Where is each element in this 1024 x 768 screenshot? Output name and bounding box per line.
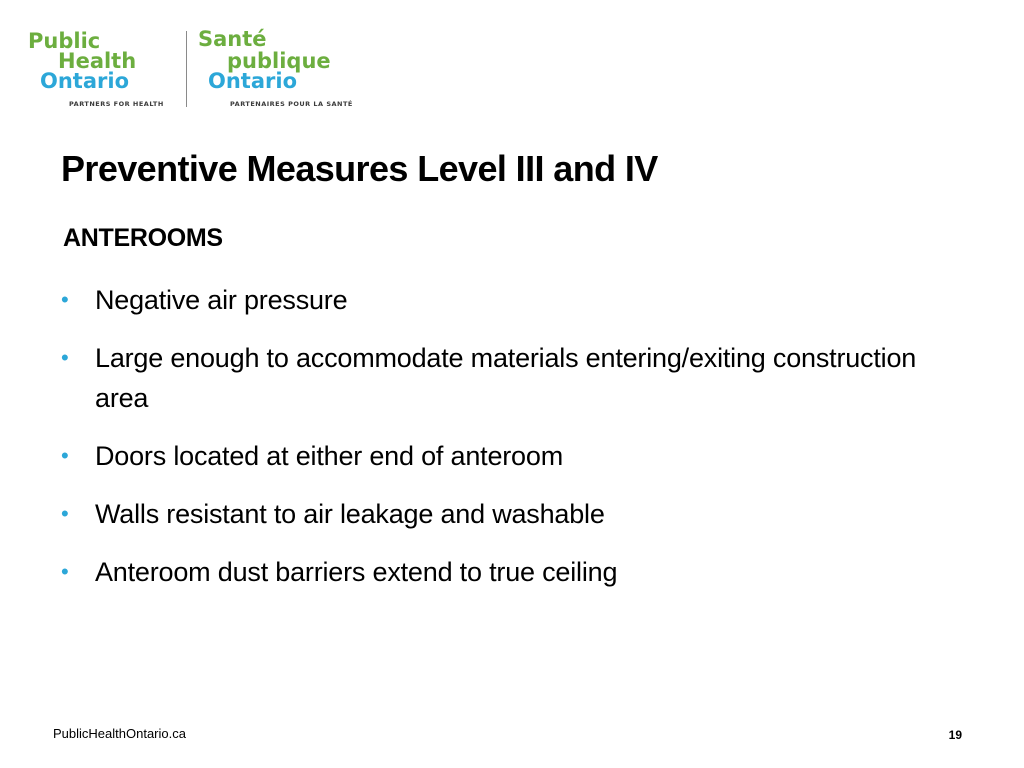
logo-word-publique: publique bbox=[227, 49, 331, 73]
bullet-icon: • bbox=[61, 287, 69, 312]
bullet-item bbox=[60, 338, 940, 418]
bullet-text: Doors located at either end of anteroom bbox=[95, 441, 563, 471]
logo-word-health: Health bbox=[58, 49, 137, 73]
logo-word-public: Public bbox=[28, 29, 101, 53]
bullet-icon: • bbox=[61, 501, 69, 526]
logo-word-ontario: Ontario bbox=[40, 69, 129, 93]
bullet-text: Anteroom dust barriers extend to true ceiling bbox=[95, 557, 618, 587]
section-heading: ANTEROOMS bbox=[63, 224, 223, 252]
footer-url: PublicHealthOntario.ca bbox=[53, 726, 186, 741]
logo-tagline-english: PARTNERS FOR HEALTH bbox=[69, 100, 164, 108]
bullet-icon: • bbox=[61, 345, 69, 370]
bullet-item bbox=[60, 436, 940, 476]
bullet-list bbox=[60, 280, 940, 610]
public-health-ontario-logo bbox=[28, 28, 368, 112]
logo-word-ontario-fr: Ontario bbox=[208, 69, 297, 93]
logo-tagline-french: PARTENAIRES POUR LA SANTÉ bbox=[230, 100, 353, 108]
bullet-text: Walls resistant to air leakage and washable bbox=[95, 499, 605, 529]
bullet-icon: • bbox=[61, 443, 69, 468]
bullet-item bbox=[60, 280, 940, 320]
bullet-text: Negative air pressure bbox=[95, 285, 348, 315]
bullet-item bbox=[60, 494, 940, 534]
bullet-item bbox=[60, 552, 940, 592]
bullet-text: Large enough to accommodate materials entering/exiting construction area bbox=[95, 343, 917, 413]
logo-word-sante: Santé bbox=[198, 27, 267, 51]
slide-title: Preventive Measures Level III and IV bbox=[61, 148, 658, 189]
page-number: 19 bbox=[948, 728, 962, 742]
logo-divider bbox=[186, 31, 187, 107]
bullet-icon: • bbox=[61, 559, 69, 584]
